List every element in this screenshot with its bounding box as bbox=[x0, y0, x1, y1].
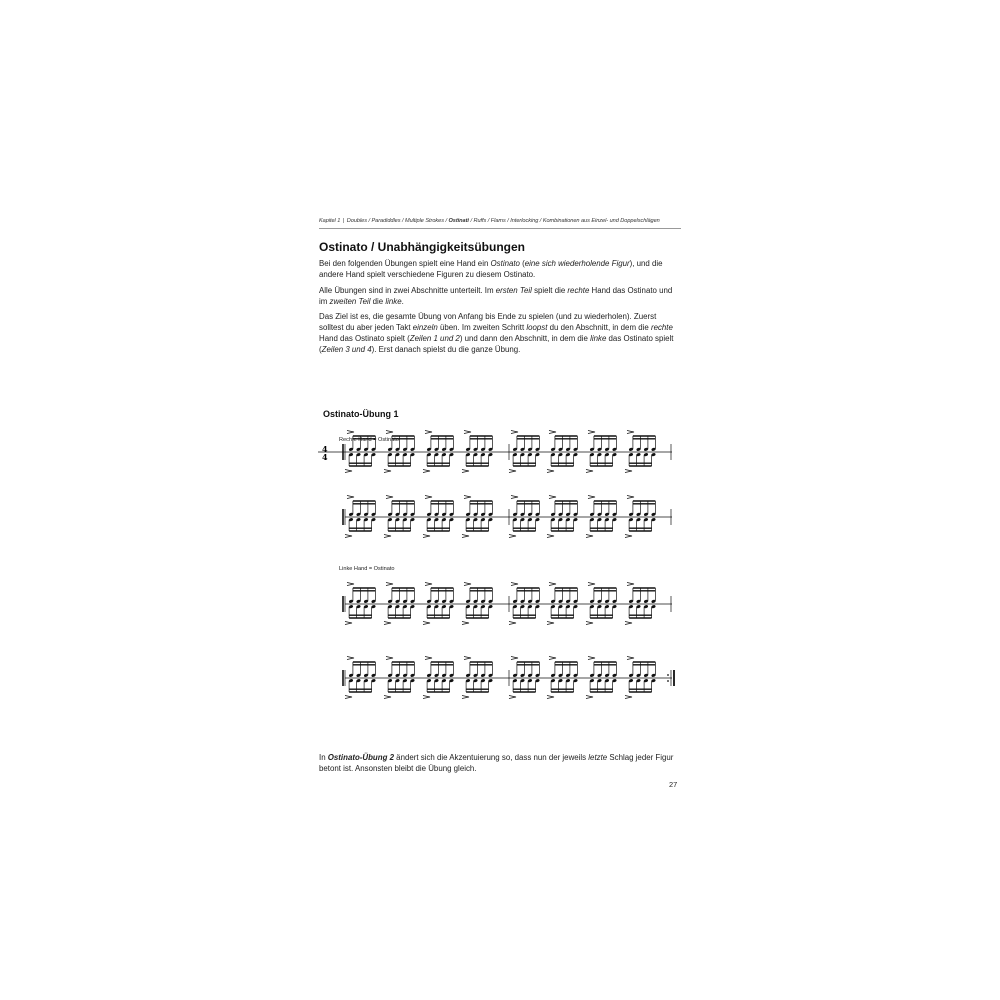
accent-mark bbox=[549, 657, 556, 660]
accent-mark bbox=[347, 431, 354, 434]
accent-mark bbox=[627, 583, 634, 586]
accent-mark bbox=[549, 583, 556, 586]
accent-mark bbox=[386, 657, 393, 660]
accent-mark bbox=[625, 535, 632, 538]
accent-mark bbox=[464, 583, 471, 586]
accent-mark bbox=[423, 535, 430, 538]
accent-mark bbox=[509, 535, 516, 538]
accent-mark bbox=[547, 696, 554, 699]
accent-mark bbox=[347, 657, 354, 660]
accent-mark bbox=[425, 496, 432, 499]
chapter-header: Kapitel 1 | Doubles / Paradiddles / Multiple Strokes / Ostinati / Ruffs / Flams / Interlocking / Kombinationen aus Einzel- und Doppelschlägen bbox=[319, 218, 660, 224]
time-signature-bottom: 4 bbox=[322, 452, 328, 462]
accent-mark bbox=[586, 622, 593, 625]
accent-mark bbox=[386, 496, 393, 499]
paragraph-intro: Bei den folgenden Übungen spielt eine Hand ein Ostinato (eine sich wiederholende Figur), und die andere Hand spielt verschiedene Figuren zu diesem Ostinato. bbox=[319, 259, 663, 279]
topic-ostinati-active: Ostinati bbox=[448, 218, 469, 224]
accent-mark bbox=[627, 657, 634, 660]
topic-paradiddles: Paradiddles bbox=[371, 218, 401, 224]
accent-mark bbox=[462, 622, 469, 625]
accent-mark bbox=[586, 696, 593, 699]
accent-mark bbox=[345, 696, 352, 699]
accent-mark bbox=[547, 622, 554, 625]
accent-mark bbox=[345, 470, 352, 473]
left-hand-label: Linke Hand = Ostinato bbox=[339, 566, 395, 572]
repeat-dot bbox=[667, 674, 669, 676]
topic-ruffs: Ruffs bbox=[473, 218, 487, 224]
accent-mark bbox=[425, 583, 432, 586]
accent-mark bbox=[511, 431, 518, 434]
accent-mark bbox=[511, 657, 518, 660]
page-number: 27 bbox=[669, 780, 678, 789]
accent-mark bbox=[462, 470, 469, 473]
accent-mark bbox=[511, 496, 518, 499]
accent-mark bbox=[462, 696, 469, 699]
paragraph-sections: Alle Übungen sind in zwei Abschnitte unterteilt. Im ersten Teil spielt die rechte Hand das Ostinato und im zweiten Teil die linke. bbox=[319, 286, 673, 306]
accent-mark bbox=[588, 496, 595, 499]
accent-mark bbox=[386, 583, 393, 586]
accent-mark bbox=[588, 657, 595, 660]
accent-mark bbox=[384, 470, 391, 473]
paragraph-goal: Das Ziel ist es, die gesamte Übung von Anfang bis Ende zu spielen (und zu wiederholen). Zuerst solltest du aber jeden Takt einzeln üben. Im zweiten Schritt loopst du den Abschnitt, in dem die rechte Hand das Ostinato spielt (Zeilen 1 und 2) und dann den Abschnitt, in dem die linke das Ostinato spielt (Zeilen 3 und 4). Erst danach spielst du die ganze Übung. bbox=[319, 312, 674, 354]
accent-mark bbox=[347, 496, 354, 499]
accent-mark bbox=[588, 431, 595, 434]
accent-mark bbox=[588, 583, 595, 586]
accent-mark bbox=[464, 496, 471, 499]
accent-mark bbox=[423, 622, 430, 625]
accent-mark bbox=[511, 583, 518, 586]
chapter-label: Kapitel 1 bbox=[319, 218, 341, 224]
accent-mark bbox=[384, 696, 391, 699]
accent-mark bbox=[464, 431, 471, 434]
time-signature-top: 4 bbox=[322, 444, 328, 454]
accent-mark bbox=[464, 657, 471, 660]
accent-mark bbox=[547, 535, 554, 538]
accent-mark bbox=[549, 431, 556, 434]
accent-mark bbox=[509, 470, 516, 473]
accent-mark bbox=[425, 657, 432, 660]
repeat-dot bbox=[667, 680, 669, 682]
accent-mark bbox=[384, 535, 391, 538]
accent-mark bbox=[423, 470, 430, 473]
topic-doubles: Doubles bbox=[346, 218, 367, 224]
accent-mark bbox=[345, 535, 352, 538]
accent-mark bbox=[625, 470, 632, 473]
accent-mark bbox=[625, 622, 632, 625]
topic-interlocking: Interlocking bbox=[510, 218, 539, 224]
right-hand-label: Rechte Hand = Ostinato bbox=[339, 437, 399, 443]
accent-mark bbox=[586, 535, 593, 538]
topic-flams: Flams bbox=[490, 218, 506, 224]
exercise-title: Ostinato-Übung 1 bbox=[323, 409, 399, 419]
accent-mark bbox=[549, 496, 556, 499]
topic-combinations: Kombinationen aus Einzel- und Doppelschlägen bbox=[542, 218, 660, 224]
accent-mark bbox=[384, 622, 391, 625]
section-title: Ostinato / Unabhängigkeitsübungen bbox=[319, 240, 526, 254]
accent-mark bbox=[345, 622, 352, 625]
accent-mark bbox=[627, 431, 634, 434]
topic-multiple-strokes: Multiple Strokes bbox=[404, 218, 444, 224]
accent-mark bbox=[547, 470, 554, 473]
accent-mark bbox=[509, 696, 516, 699]
accent-mark bbox=[423, 696, 430, 699]
accent-mark bbox=[509, 622, 516, 625]
accent-mark bbox=[347, 583, 354, 586]
accent-mark bbox=[425, 431, 432, 434]
accent-mark bbox=[627, 496, 634, 499]
accent-mark bbox=[462, 535, 469, 538]
accent-mark bbox=[625, 696, 632, 699]
accent-mark bbox=[586, 470, 593, 473]
footer-paragraph: In Ostinato-Übung 2 ändert sich die Akzentuierung so, dass nun der jeweils letzte Schlag jeder Figur betont ist. Ansonsten bleibt die Übung gleich. bbox=[319, 753, 674, 773]
accent-mark bbox=[386, 431, 393, 434]
